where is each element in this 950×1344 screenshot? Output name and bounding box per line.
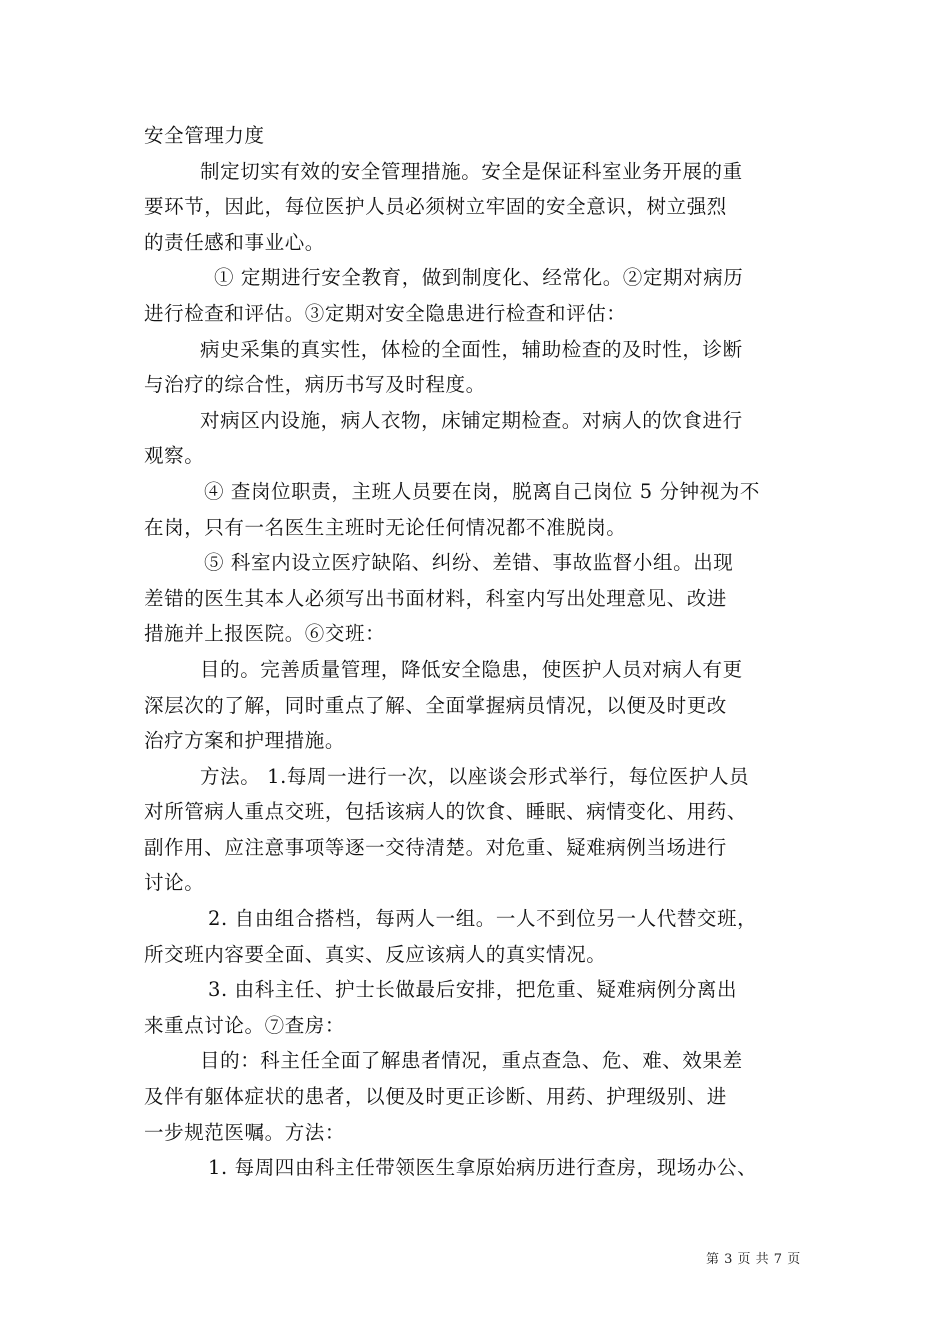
text-line: 对病区内设施，病人衣物，床铺定期检查。对病人的饮食进行: [200, 408, 743, 432]
text-line: 病史采集的真实性，体检的全面性，辅助检查的及时性，诊断: [200, 337, 743, 361]
text-line: 与治疗的综合性，病历书写及时程度。: [144, 373, 486, 397]
text-line: 对所管病人重点交班，包括该病人的饮食、睡眠、病情变化、用药、: [144, 800, 748, 824]
text-line: 目的。完善质量管理，降低安全隐患，使医护人员对病人有更: [200, 657, 743, 681]
page-number: 第 3 页 共 7 页: [706, 1252, 801, 1267]
text-line: 目的：科主任全面了解患者情况，重点查急、危、难、效果差: [200, 1049, 743, 1073]
text-line: 一步规范医嘱。方法：: [144, 1120, 346, 1144]
document-body: [144, 118, 816, 1186]
text-line: 所交班内容要全面、真实、反应该病人的真实情况。: [144, 942, 607, 966]
text-line: 在岗，只有一名医生主班时无论任何情况都不准脱岗。: [144, 515, 627, 539]
text-line: 副作用、应注意事项等逐一交待清楚。对危重、疑难病例当场进行: [144, 835, 727, 859]
text-line: 进行检查和评估。③定期对安全隐患进行检查和评估：: [144, 301, 627, 325]
text-line: 治疗方案和护理措施。: [144, 729, 346, 753]
text-line: ① 定期进行安全教育，做到制度化、经常化。②定期对病历: [214, 266, 744, 290]
text-line: ⑤ 科室内设立医疗缺陷、纠纷、差错、事故监督小组。出现: [204, 551, 734, 575]
text-line: 要环节，因此，每位医护人员必须树立牢固的安全意识，树立强烈: [144, 195, 727, 219]
text-line: ④ 查岗位职责，主班人员要在岗，脱离自己岗位 5 分钟视为不: [204, 479, 761, 503]
text-line: 差错的医生其本人必须写出书面材料，科室内写出处理意见、改进: [144, 586, 727, 610]
text-line: 深层次的了解，同时重点了解、全面掌握病员情况，以便及时更改: [144, 693, 727, 717]
text-line: 讨论。: [144, 871, 205, 895]
text-line: 的责任感和事业心。: [144, 230, 325, 254]
text-line: 1. 每周四由科主任带领医生拿原始病历进行查房，现场办公、: [208, 1156, 758, 1180]
text-line: 措施并上报医院。⑥交班：: [144, 622, 386, 646]
text-line: 2. 自由组合搭档，每两人一组。一人不到位另一人代替交班，: [208, 907, 758, 931]
text-line: 制定切实有效的安全管理措施。安全是保证科室业务开展的重: [200, 159, 743, 183]
text-line: 及伴有躯体症状的患者，以便及时更正诊断、用药、护理级别、进: [144, 1085, 727, 1109]
text-line: 方法。 1.每周一进行一次，以座谈会形式举行，每位医护人员: [200, 764, 750, 788]
text-line: 来重点讨论。⑦查房：: [144, 1013, 346, 1037]
text-line: 安全管理力度: [144, 124, 265, 147]
text-line: 3. 由科主任、护士长做最后安排，把危重、疑难病例分离出: [208, 978, 738, 1002]
text-line: 观察。: [144, 444, 205, 468]
